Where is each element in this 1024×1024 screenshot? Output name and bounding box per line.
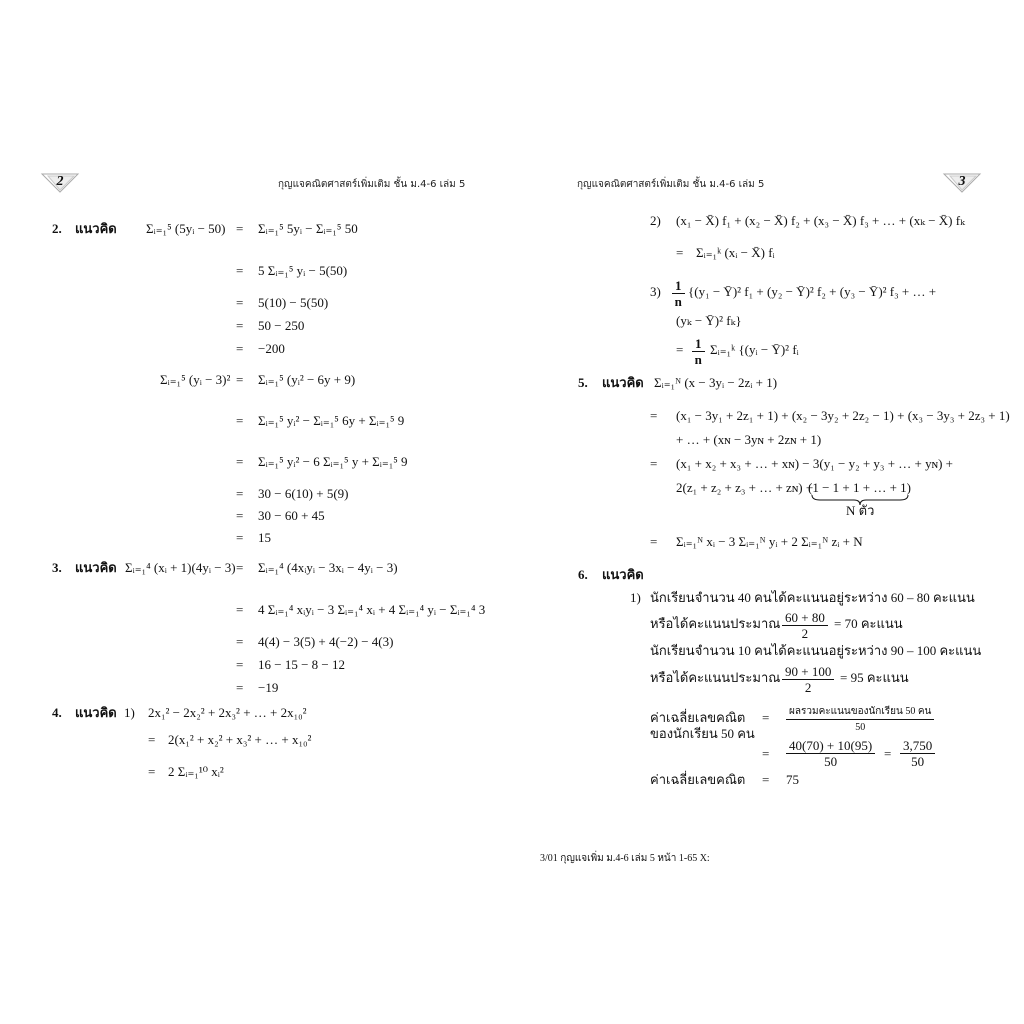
- equals-sign: =: [148, 764, 156, 779]
- part-label: 1): [630, 590, 641, 605]
- mean-value: 75: [786, 772, 799, 787]
- math-step: 16 − 15 − 8 − 12: [258, 657, 345, 672]
- math-step: (x₁ − 3y₁ + 2z₁ + 1) + (x₂ − 3y₂ + 2z₂ − 1) + (x₃ − 3y₃ + 2z₃ + 1): [676, 408, 1010, 423]
- denominator: 2: [801, 626, 809, 641]
- math-step: Σᵢ₌₁ᵏ (xᵢ − X̄) fᵢ: [696, 245, 775, 260]
- text-line: นักเรียนจำนวน 40 คนได้คะแนนอยู่ระหว่าง 60 – 80 คะแนน: [650, 590, 975, 605]
- denominator: n: [674, 294, 682, 309]
- fraction-1-over-n: [672, 278, 685, 309]
- mean-label: ค่าเฉลี่ยเลขคณิต: [650, 710, 746, 725]
- denominator: 50: [855, 722, 866, 733]
- equals-sign: =: [236, 634, 244, 649]
- math-lhs: Σᵢ₌₁ᴺ (x − 3yᵢ − 2zᵢ + 1): [654, 375, 778, 390]
- text-line: หรือได้คะแนนประมาณ: [650, 616, 781, 631]
- equals-sign: =: [236, 602, 244, 617]
- page-number-badge-right: [942, 172, 982, 194]
- denominator: n: [694, 352, 702, 367]
- question-number: 4.: [52, 705, 62, 720]
- math-step: −19: [258, 680, 279, 695]
- math-rhs: Σᵢ₌₁⁵ 5yᵢ − Σᵢ₌₁⁵ 50: [258, 221, 358, 236]
- equals-sign: =: [236, 560, 244, 575]
- equals-sign: =: [236, 413, 244, 428]
- equals-sign: =: [676, 342, 684, 357]
- print-footer: 3/01 กุญแจเพิ่ม ม.4-6 เล่ม 5 หน้า 1-65 X:: [540, 853, 710, 864]
- math-step: 30 − 60 + 45: [258, 508, 325, 523]
- math-step: 50 − 250: [258, 318, 305, 333]
- math-expr: (yₖ − Ȳ)² fₖ}: [676, 313, 742, 328]
- page-number: 2: [56, 174, 64, 189]
- fraction: [900, 738, 935, 769]
- brace-label: N ตัว: [846, 503, 875, 518]
- fraction: [786, 704, 934, 735]
- mean-label: ค่าเฉลี่ยเลขคณิต: [650, 772, 746, 787]
- result-text: = 95 คะแนน: [840, 670, 909, 685]
- equals-sign: =: [236, 530, 244, 545]
- page-number: 3: [958, 174, 966, 189]
- math-expr: (x₁ − X̄) f₁ + (x₂ − X̄) f₂ + (x₃ − X̄) f₃ + … + (xₖ − X̄) fₖ: [676, 213, 965, 228]
- math-rhs: Σᵢ₌₁⁵ (yᵢ² − 6y + 9): [258, 372, 356, 387]
- math-step: 5 Σᵢ₌₁⁵ yᵢ − 5(50): [258, 263, 348, 278]
- math-step: Σᵢ₌₁⁵ yᵢ² − Σᵢ₌₁⁵ 6y + Σᵢ₌₁⁵ 9: [258, 413, 405, 428]
- equals-sign: =: [762, 710, 770, 725]
- math-step: (x₁ + x₂ + x₃ + … + xɴ) − 3(y₁ − y₂ + y₃ + … + yɴ) +: [676, 456, 953, 471]
- equals-sign: =: [236, 221, 244, 236]
- math-step: −200: [258, 341, 285, 356]
- text-line: นักเรียนจำนวน 10 คนได้คะแนนอยู่ระหว่าง 90 – 100 คะแนน: [650, 643, 982, 658]
- fraction: [782, 610, 828, 641]
- approach-label: แนวคิด: [75, 705, 117, 720]
- math-step: 4 Σᵢ₌₁⁴ xᵢyᵢ − 3 Σᵢ₌₁⁴ xᵢ + 4 Σᵢ₌₁⁴ yᵢ − Σᵢ₌₁⁴ 3: [258, 602, 486, 617]
- page-number-badge-left: [40, 172, 80, 194]
- part-label: 3): [650, 284, 661, 299]
- math-step: 4(4) − 3(5) + 4(−2) − 4(3): [258, 634, 394, 649]
- equals-sign: =: [236, 263, 244, 278]
- numerator: 1: [672, 278, 685, 294]
- question-number: 5.: [578, 375, 588, 390]
- numerator: 40(70) + 10(95): [786, 738, 875, 754]
- approach-label: แนวคิด: [602, 375, 644, 390]
- math-lhs: Σᵢ₌₁⁵ (5yᵢ − 50): [146, 221, 226, 236]
- math-expr: 2x₁² − 2x₂² + 2x₃² + … + 2x₁₀²: [148, 705, 307, 720]
- running-header-left: กุญแจคณิตศาสตร์เพิ่มเติม ชั้น ม.4-6 เล่ม 5: [278, 179, 466, 190]
- equals-sign: =: [236, 508, 244, 523]
- math-step: (1 − 1 + 1 + … + 1): [808, 480, 911, 495]
- question-number: 2.: [52, 221, 62, 236]
- question-number: 3.: [52, 560, 62, 575]
- equals-sign: =: [148, 732, 156, 747]
- equals-sign: =: [762, 746, 770, 761]
- math-step: Σᵢ₌₁ᵏ {(yᵢ − Ȳ)² fᵢ: [710, 342, 799, 357]
- fraction-1-over-n: [692, 336, 705, 367]
- approach-label: แนวคิด: [75, 560, 117, 575]
- text-line: หรือได้คะแนนประมาณ: [650, 670, 781, 685]
- numerator: 60 + 80: [782, 610, 828, 626]
- equals-sign: =: [676, 245, 684, 260]
- equals-sign: =: [236, 486, 244, 501]
- part-label: 2): [650, 213, 661, 228]
- equals-sign: =: [236, 341, 244, 356]
- math-step: Σᵢ₌₁⁵ yᵢ² − 6 Σᵢ₌₁⁵ y + Σᵢ₌₁⁵ 9: [258, 454, 408, 469]
- math-step: 2(z₁ + z₂ + z₃ + … + zɴ) +: [676, 480, 814, 495]
- mean-label: ของนักเรียน 50 คน: [650, 726, 755, 741]
- math-step: 5(10) − 5(50): [258, 295, 329, 310]
- equals-sign: =: [236, 295, 244, 310]
- equals-sign: =: [762, 772, 770, 787]
- part-label: 1): [124, 705, 135, 720]
- equals-sign: =: [236, 372, 244, 387]
- denominator: 50: [824, 754, 838, 769]
- math-step: 2 Σᵢ₌₁¹⁰ xᵢ²: [168, 764, 224, 779]
- equals-sign: =: [884, 746, 892, 761]
- denominator: 50: [911, 754, 925, 769]
- equals-sign: =: [650, 408, 658, 423]
- running-header-right: กุญแจคณิตศาสตร์เพิ่มเติม ชั้น ม.4-6 เล่ม 5: [577, 179, 765, 190]
- numerator: 90 + 100: [782, 664, 834, 680]
- result-text: = 70 คะแนน: [834, 616, 903, 631]
- math-step: Σᵢ₌₁ᴺ xᵢ − 3 Σᵢ₌₁ᴺ yᵢ + 2 Σᵢ₌₁ᴺ zᵢ + N: [676, 534, 863, 549]
- math-step: 2(x₁² + x₂² + x₃² + … + x₁₀²: [168, 732, 312, 747]
- approach-label: แนวคิด: [602, 567, 644, 582]
- approach-label: แนวคิด: [75, 221, 117, 236]
- math-step: 30 − 6(10) + 5(9): [258, 486, 349, 501]
- equals-sign: =: [236, 657, 244, 672]
- equals-sign: =: [236, 680, 244, 695]
- math-step: + … + (xɴ − 3yɴ + 2zɴ + 1): [676, 432, 822, 447]
- equals-sign: =: [650, 456, 658, 471]
- numerator: ผลรวมคะแนนของนักเรียน 50 คน: [786, 704, 934, 720]
- numerator: 3,750: [900, 738, 935, 754]
- equals-sign: =: [236, 318, 244, 333]
- denominator: 2: [804, 680, 812, 695]
- numerator: 1: [692, 336, 705, 352]
- equals-sign: =: [650, 534, 658, 549]
- math-lhs: Σᵢ₌₁⁴ (xᵢ + 1)(4yᵢ − 3): [125, 560, 236, 575]
- math-expr: {(y₁ − Ȳ)² f₁ + (y₂ − Ȳ)² f₂ + (y₃ − Ȳ)² f₃ + … +: [688, 284, 937, 299]
- math-lhs: Σᵢ₌₁⁵ (yᵢ − 3)²: [160, 372, 231, 387]
- fraction: [786, 738, 875, 769]
- question-number: 6.: [578, 567, 588, 582]
- equals-sign: =: [236, 454, 244, 469]
- math-step: 15: [258, 530, 271, 545]
- math-rhs: Σᵢ₌₁⁴ (4xᵢyᵢ − 3xᵢ − 4yᵢ − 3): [258, 560, 398, 575]
- fraction: [782, 664, 834, 695]
